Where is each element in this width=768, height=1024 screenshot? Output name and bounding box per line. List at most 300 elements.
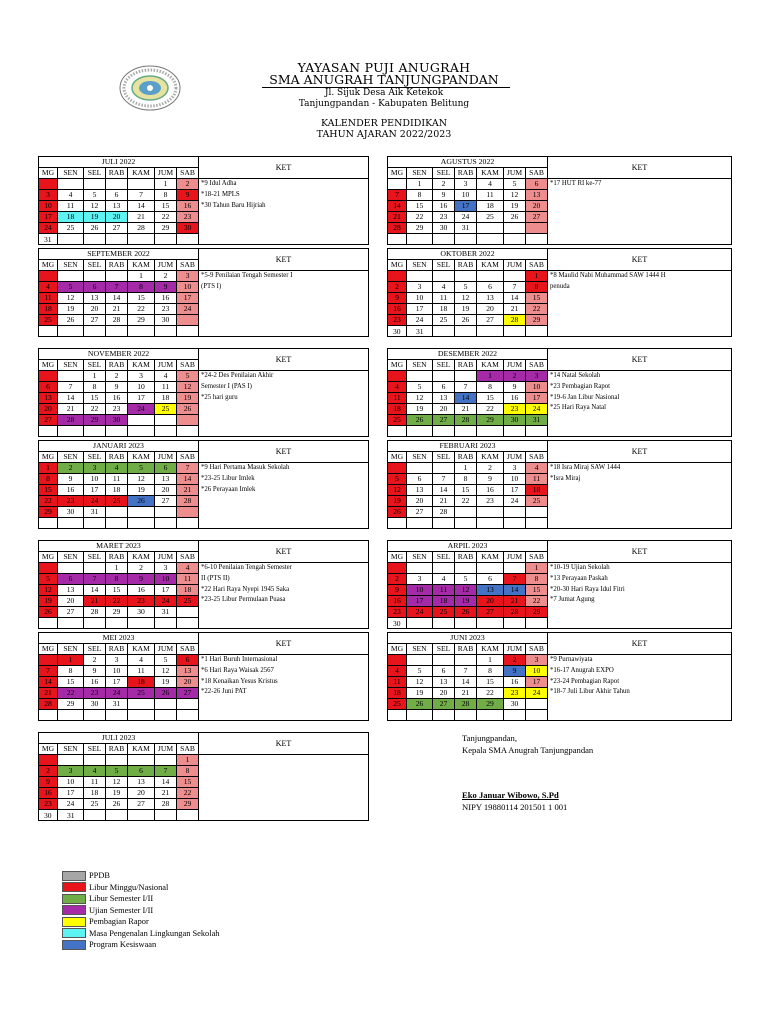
day-cell: 18	[39, 304, 58, 315]
day-cell	[526, 710, 548, 721]
day-header: MG	[39, 644, 58, 655]
day-header: RAB	[106, 452, 128, 463]
day-header: KAM	[477, 644, 504, 655]
day-cell: 11	[177, 574, 199, 585]
month-block	[38, 540, 369, 629]
day-cell: 19	[388, 496, 407, 507]
day-cell: 24	[455, 212, 477, 223]
day-cell: 20	[155, 485, 177, 496]
day-header: MG	[39, 744, 58, 755]
ket-notes	[199, 463, 369, 529]
day-cell: 29	[526, 607, 548, 618]
day-cell	[177, 607, 199, 618]
day-header: JUM	[155, 644, 177, 655]
day-cell: 18	[155, 393, 177, 404]
day-cell	[433, 655, 455, 666]
day-cell	[155, 755, 177, 766]
month-block	[38, 732, 369, 821]
ket-note: *16-17 Anugrah EXPO	[550, 666, 614, 674]
ket-note: *1 Hari Buruh Internasional	[201, 656, 278, 663]
day-cell: 8	[128, 282, 155, 293]
day-cell: 4	[526, 463, 548, 474]
day-cell: 12	[455, 585, 477, 596]
day-header: KAM	[477, 260, 504, 271]
month-block	[387, 248, 732, 337]
day-cell: 13	[407, 485, 433, 496]
day-header: KAM	[128, 744, 155, 755]
ket-note: *25 Hari Raya Natal	[550, 404, 607, 412]
ket-note: *24-2 Des Penilaian Akhir	[201, 372, 274, 379]
day-cell: 30	[504, 699, 526, 710]
day-cell	[455, 234, 477, 245]
day-header: MG	[388, 452, 407, 463]
day-cell: 24	[106, 688, 128, 699]
day-cell	[407, 710, 433, 721]
day-cell: 11	[58, 201, 84, 212]
day-cell: 23	[504, 688, 526, 699]
day-cell: 26	[455, 315, 477, 326]
legend-swatch	[62, 940, 86, 950]
day-cell: 7	[39, 666, 58, 677]
legend-label: Masa Pengenalan Lingkungan Sekolah	[89, 928, 220, 938]
day-cell: 11	[84, 777, 106, 788]
day-cell: 7	[504, 282, 526, 293]
day-cell: 15	[177, 777, 199, 788]
day-cell: 27	[177, 688, 199, 699]
day-cell: 17	[177, 293, 199, 304]
day-cell	[128, 426, 155, 437]
day-cell	[388, 710, 407, 721]
day-header: JUM	[155, 360, 177, 371]
day-cell	[84, 563, 106, 574]
day-cell: 15	[526, 585, 548, 596]
ket-note: *23 Pembagian Rapot	[550, 382, 611, 390]
day-cell: 27	[526, 212, 548, 223]
ket-header: KET	[199, 733, 369, 755]
day-cell: 8	[526, 574, 548, 585]
day-cell	[84, 810, 106, 821]
day-cell: 20	[39, 404, 58, 415]
day-cell: 7	[58, 382, 84, 393]
day-cell	[128, 326, 155, 337]
day-cell	[177, 810, 199, 821]
day-cell: 6	[177, 655, 199, 666]
day-cell: 13	[58, 585, 84, 596]
day-cell	[388, 563, 407, 574]
month-table	[387, 632, 732, 721]
day-cell: 5	[155, 655, 177, 666]
month-block	[38, 632, 369, 721]
day-cell: 28	[504, 607, 526, 618]
ket-notes	[548, 655, 732, 721]
day-cell: 24	[407, 607, 433, 618]
month-table	[387, 156, 732, 245]
day-cell	[455, 563, 477, 574]
day-cell	[177, 710, 199, 721]
day-cell	[407, 563, 433, 574]
day-header: KAM	[128, 168, 155, 179]
day-cell: 12	[155, 666, 177, 677]
day-cell: 25	[177, 596, 199, 607]
day-cell: 29	[155, 223, 177, 234]
day-header: SEL	[433, 168, 455, 179]
day-cell: 15	[155, 201, 177, 212]
day-cell	[39, 710, 58, 721]
day-cell: 30	[433, 223, 455, 234]
day-cell: 22	[155, 212, 177, 223]
day-cell: 9	[58, 474, 84, 485]
legend-swatch	[62, 928, 86, 938]
day-cell: 1	[155, 179, 177, 190]
ket-note: *19-6 Jan Libur Nasional	[550, 393, 620, 401]
day-header: JUM	[504, 360, 526, 371]
day-cell	[39, 326, 58, 337]
day-cell	[155, 710, 177, 721]
day-cell: 7	[455, 382, 477, 393]
day-cell: 29	[526, 315, 548, 326]
day-cell: 28	[455, 415, 477, 426]
day-cell: 23	[388, 315, 407, 326]
day-cell: 4	[477, 179, 504, 190]
day-cell: 21	[504, 304, 526, 315]
month-table	[387, 248, 732, 337]
day-cell: 27	[155, 496, 177, 507]
school-address: Jl. Sijuk Desa Aik Ketekok	[324, 88, 444, 98]
day-cell: 14	[106, 293, 128, 304]
day-cell	[106, 618, 128, 629]
day-cell	[477, 563, 504, 574]
day-header: MG	[39, 260, 58, 271]
day-cell: 18	[526, 485, 548, 496]
day-cell	[407, 271, 433, 282]
month-title: JANUARI 2023	[39, 441, 199, 452]
day-cell: 12	[39, 585, 58, 596]
day-cell: 5	[58, 282, 84, 293]
day-cell: 7	[128, 190, 155, 201]
day-header: MG	[388, 168, 407, 179]
day-cell: 24	[84, 496, 106, 507]
day-cell: 15	[128, 293, 155, 304]
day-cell: 25	[128, 688, 155, 699]
day-cell: 8	[455, 474, 477, 485]
day-cell: 5	[128, 463, 155, 474]
day-cell: 14	[84, 585, 106, 596]
day-cell	[388, 426, 407, 437]
day-cell: 1	[106, 563, 128, 574]
day-header: SAB	[177, 260, 199, 271]
month-table	[387, 348, 732, 437]
day-header: SEL	[433, 360, 455, 371]
month-block	[387, 348, 732, 437]
day-cell	[504, 234, 526, 245]
day-cell: 27	[477, 607, 504, 618]
day-cell: 16	[39, 788, 58, 799]
day-cell	[388, 463, 407, 474]
ket-note: *25 hari guru	[201, 393, 238, 401]
day-cell: 23	[388, 607, 407, 618]
day-cell: 21	[128, 212, 155, 223]
day-cell	[128, 234, 155, 245]
day-cell: 23	[39, 799, 58, 810]
day-cell	[84, 518, 106, 529]
day-cell	[58, 371, 84, 382]
day-cell	[455, 518, 477, 529]
day-cell: 20	[433, 688, 455, 699]
day-cell: 2	[106, 371, 128, 382]
day-cell: 26	[407, 699, 433, 710]
day-cell	[455, 371, 477, 382]
ket-note: *23-24 Pembagian Rapot	[550, 677, 620, 685]
day-cell	[388, 179, 407, 190]
day-cell: 29	[128, 315, 155, 326]
day-cell	[155, 699, 177, 710]
day-cell: 10	[526, 382, 548, 393]
day-cell	[128, 618, 155, 629]
day-cell	[84, 710, 106, 721]
month-block	[387, 540, 732, 629]
day-header: JUM	[155, 168, 177, 179]
month-block	[387, 156, 732, 245]
day-cell: 19	[455, 304, 477, 315]
legend-swatch	[62, 882, 86, 892]
ket-note: *22 Hari Raya Nyepi 1945 Saka	[201, 585, 290, 593]
ket-note: *13 Perayaan Paskah	[550, 574, 608, 582]
day-cell: 3	[526, 371, 548, 382]
day-cell: 21	[388, 212, 407, 223]
day-cell: 20	[477, 596, 504, 607]
day-cell: 14	[433, 485, 455, 496]
ket-notes	[199, 655, 369, 721]
day-cell	[84, 326, 106, 337]
month-title: SEPTEMBER 2022	[39, 249, 199, 260]
day-cell	[58, 710, 84, 721]
day-cell: 16	[388, 304, 407, 315]
day-cell: 4	[106, 463, 128, 474]
day-cell: 18	[58, 212, 84, 223]
day-cell: 31	[155, 607, 177, 618]
day-cell: 27	[433, 699, 455, 710]
day-cell: 28	[455, 699, 477, 710]
day-cell: 15	[407, 201, 433, 212]
day-cell: 10	[128, 382, 155, 393]
legend-swatch	[62, 905, 86, 915]
day-cell	[504, 426, 526, 437]
day-cell: 18	[477, 201, 504, 212]
day-cell: 16	[128, 585, 155, 596]
day-cell: 7	[177, 463, 199, 474]
day-cell: 31	[455, 223, 477, 234]
day-header: SEN	[58, 552, 84, 563]
day-cell: 31	[84, 507, 106, 518]
day-header: MG	[388, 552, 407, 563]
day-cell: 6	[433, 666, 455, 677]
day-cell: 30	[58, 507, 84, 518]
ket-header: KET	[548, 541, 732, 563]
day-cell	[388, 371, 407, 382]
day-cell: 5	[455, 282, 477, 293]
day-cell: 6	[433, 382, 455, 393]
day-header: SEL	[433, 452, 455, 463]
overflow-date: 31	[67, 811, 75, 820]
day-cell: 14	[504, 585, 526, 596]
day-header: MG	[388, 360, 407, 371]
day-cell	[84, 234, 106, 245]
day-cell	[106, 426, 128, 437]
day-cell: 11	[128, 666, 155, 677]
ket-note: *5-9 Penilaian Tengah Semester I	[201, 272, 293, 279]
day-cell: 8	[58, 666, 84, 677]
day-cell: 13	[155, 474, 177, 485]
day-cell: 7	[84, 574, 106, 585]
day-cell: 7	[455, 666, 477, 677]
day-cell: 4	[155, 371, 177, 382]
day-cell	[388, 271, 407, 282]
day-cell	[58, 234, 84, 245]
day-cell: 16	[177, 201, 199, 212]
day-cell: 22	[477, 404, 504, 415]
day-cell	[177, 415, 199, 426]
month-table	[387, 440, 732, 529]
day-cell	[407, 518, 433, 529]
day-cell	[106, 179, 128, 190]
day-cell: 2	[433, 179, 455, 190]
day-cell: 20	[106, 212, 128, 223]
day-cell: 11	[39, 293, 58, 304]
ket-note: *9 Hari Pertama Masuk Sekolah	[201, 464, 290, 471]
month-title: ARPIL 2023	[388, 541, 548, 552]
day-header: JUM	[155, 452, 177, 463]
day-cell	[455, 710, 477, 721]
day-cell: 20	[58, 596, 84, 607]
day-cell: 16	[504, 677, 526, 688]
month-title: JULI 2022	[39, 157, 199, 168]
day-cell: 12	[128, 474, 155, 485]
day-cell: 26	[84, 223, 106, 234]
day-cell	[455, 271, 477, 282]
signature-place: Tanjungpandan,	[462, 733, 518, 743]
day-cell: 28	[84, 607, 106, 618]
ket-header: KET	[199, 249, 369, 271]
day-header: SEN	[58, 168, 84, 179]
ket-note: *9 Purnawiyata	[550, 656, 593, 663]
day-cell: 24	[407, 315, 433, 326]
day-cell: 1	[477, 655, 504, 666]
day-cell: 9	[106, 382, 128, 393]
day-header: RAB	[455, 452, 477, 463]
day-cell: 17	[39, 212, 58, 223]
day-cell: 10	[177, 282, 199, 293]
day-cell: 21	[39, 688, 58, 699]
day-cell	[504, 223, 526, 234]
school-name: SMA ANUGRAH TANJUNGPANDAN	[269, 72, 499, 87]
ket-notes	[199, 179, 369, 245]
day-cell	[388, 655, 407, 666]
legend-item	[62, 893, 219, 905]
ket-note: *18-21 MPLS	[201, 190, 240, 198]
day-cell: 1	[477, 371, 504, 382]
day-cell: 30	[155, 315, 177, 326]
day-header: MG	[39, 552, 58, 563]
day-cell	[477, 223, 504, 234]
day-cell: 15	[455, 485, 477, 496]
day-cell: 16	[155, 293, 177, 304]
day-cell: 26	[106, 799, 128, 810]
day-cell	[84, 426, 106, 437]
day-cell: 28	[504, 315, 526, 326]
day-cell: 24	[155, 596, 177, 607]
day-cell: 21	[455, 404, 477, 415]
month-block	[387, 440, 732, 529]
day-cell	[433, 618, 455, 629]
day-cell	[84, 618, 106, 629]
ket-notes	[199, 271, 369, 337]
day-header: SAB	[526, 552, 548, 563]
day-cell: 6	[39, 382, 58, 393]
overflow-date: 30	[44, 811, 52, 820]
day-header: RAB	[106, 360, 128, 371]
signature-nipy: NIPY 19880114 201501 1 001	[462, 802, 568, 812]
month-title: MARET 2023	[39, 541, 199, 552]
day-cell	[177, 426, 199, 437]
day-cell: 21	[504, 596, 526, 607]
day-cell: 24	[58, 799, 84, 810]
day-header: SEN	[58, 260, 84, 271]
day-cell: 2	[177, 179, 199, 190]
day-cell: 26	[128, 496, 155, 507]
day-cell: 7	[504, 574, 526, 585]
overflow-date: 31	[416, 327, 424, 336]
day-cell: 24	[39, 223, 58, 234]
academic-year: TAHUN AJARAN 2022/2023	[316, 129, 452, 140]
day-header: SAB	[177, 552, 199, 563]
day-cell	[526, 426, 548, 437]
day-cell	[58, 426, 84, 437]
day-cell	[155, 618, 177, 629]
day-cell: 28	[58, 415, 84, 426]
day-cell: 3	[128, 371, 155, 382]
ket-note: *6 Hari Raya Waisak 2567	[201, 666, 274, 674]
ket-notes	[548, 563, 732, 629]
day-header: SEL	[84, 168, 106, 179]
day-cell: 29	[477, 415, 504, 426]
day-cell: 29	[39, 507, 58, 518]
day-cell	[477, 271, 504, 282]
day-cell: 16	[84, 677, 106, 688]
day-cell: 20	[407, 496, 433, 507]
day-cell: 17	[106, 677, 128, 688]
day-cell: 17	[84, 485, 106, 496]
day-cell	[106, 326, 128, 337]
day-cell: 1	[84, 371, 106, 382]
day-cell: 15	[39, 485, 58, 496]
day-header: SEL	[84, 552, 106, 563]
day-cell: 2	[504, 371, 526, 382]
legend-label: Program Kesiswaan	[89, 940, 157, 950]
day-cell: 27	[128, 799, 155, 810]
day-header: KAM	[477, 552, 504, 563]
day-cell: 29	[177, 799, 199, 810]
day-cell: 13	[128, 777, 155, 788]
day-cell: 13	[433, 393, 455, 404]
day-cell: 19	[407, 404, 433, 415]
day-header: SEN	[407, 168, 433, 179]
legend-swatch	[62, 871, 86, 881]
day-cell: 13	[477, 293, 504, 304]
day-cell: 2	[39, 766, 58, 777]
day-header: RAB	[106, 552, 128, 563]
day-cell: 26	[58, 315, 84, 326]
day-header: SEN	[407, 552, 433, 563]
